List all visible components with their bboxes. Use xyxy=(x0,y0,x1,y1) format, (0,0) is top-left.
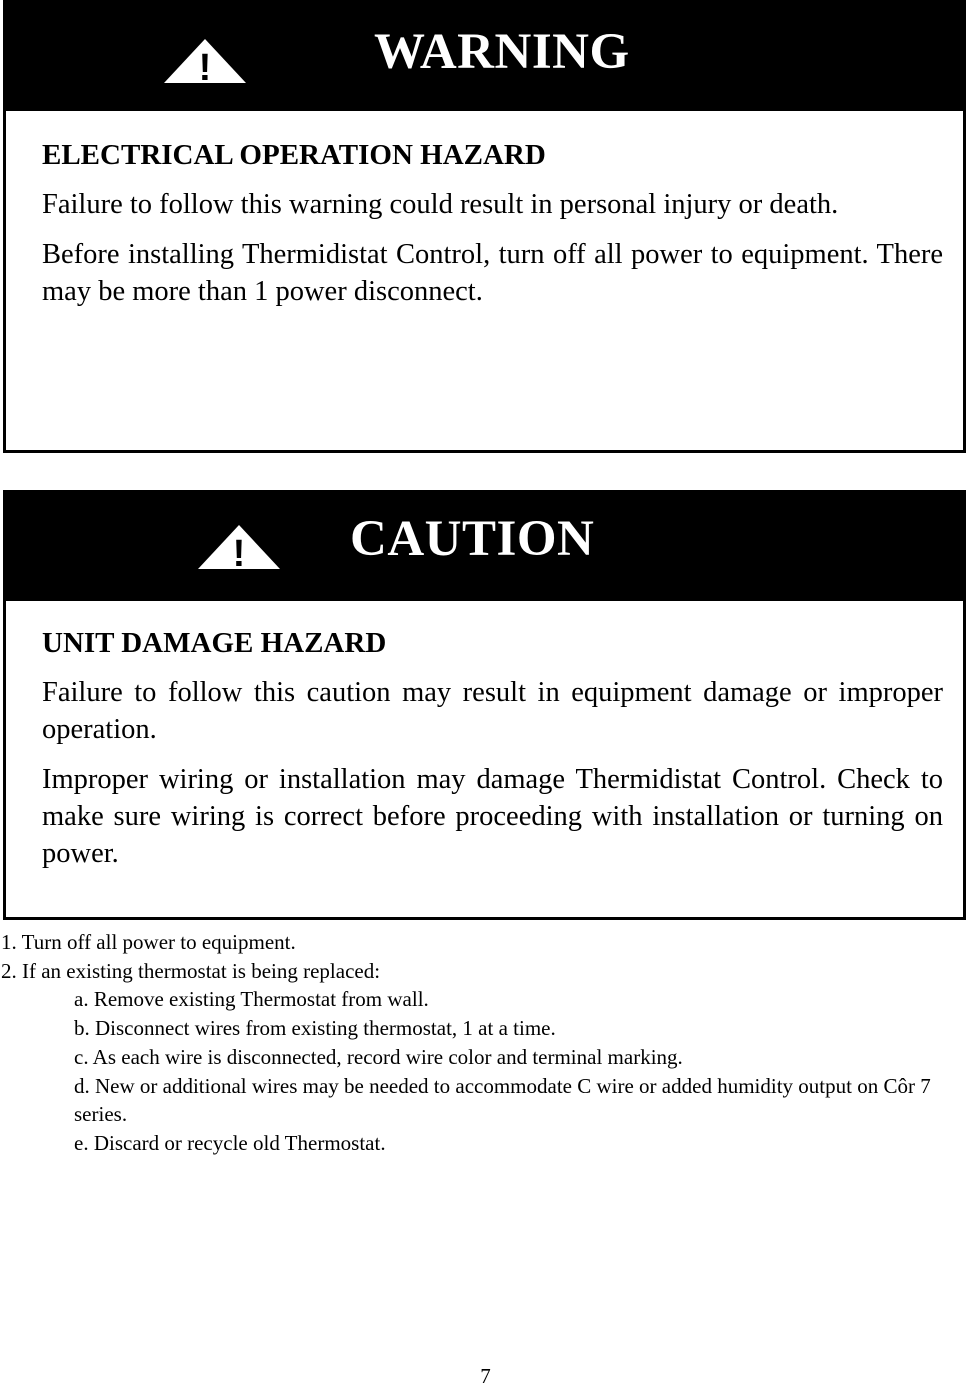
warning-paragraph: Before installing Thermidistat Control, turn off all power to equipment. There may be more than 1 power disconnect. xyxy=(42,239,943,307)
caution-title: CAUTION xyxy=(350,511,595,567)
substep-item: c. As each wire is disconnected, record wire color and terminal marking. xyxy=(74,1044,683,1069)
warning-paragraph: Failure to follow this warning could result in personal injury or death. xyxy=(42,189,839,220)
warning-title: WARNING xyxy=(374,24,630,80)
warning-triangle-icon xyxy=(162,37,248,85)
caution-banner xyxy=(6,493,963,601)
substep-item: a. Remove existing Thermostat from wall. xyxy=(74,987,429,1012)
installation-steps xyxy=(1,928,961,1158)
page-number: 7 xyxy=(480,1364,491,1388)
substep-item: e. Discard or recycle old Thermostat. xyxy=(74,1130,386,1155)
caution-box xyxy=(3,490,966,920)
step-item: 1. Turn off all power to equipment. xyxy=(1,930,296,954)
substep-item: b. Disconnect wires from existing thermostat, 1 at a time. xyxy=(74,1016,556,1041)
caution-hazard-title: UNIT DAMAGE HAZARD xyxy=(42,627,387,659)
caution-triangle-icon xyxy=(196,523,282,571)
caution-icon-glyph: ! xyxy=(232,533,246,571)
warning-icon-glyph: ! xyxy=(198,47,212,85)
caution-paragraph: Failure to follow this caution may result in equipment damage or improper operation. xyxy=(42,677,943,745)
warning-banner xyxy=(6,3,963,111)
step-item: 2. If an existing thermostat is being replaced: xyxy=(1,958,381,983)
warning-hazard-title: ELECTRICAL OPERATION HAZARD xyxy=(42,139,546,171)
substep-item: d. New or additional wires may be needed to accommodate C wire or added humidity output on Côr 7 series. xyxy=(74,1073,931,1127)
caution-paragraph: Improper wiring or installation may damage Thermidistat Control. Check to make sure wiring is correct before proceeding with installation or turning on power. xyxy=(42,764,943,869)
warning-box xyxy=(3,0,966,453)
warning-body xyxy=(42,139,943,323)
caution-body xyxy=(42,627,943,885)
